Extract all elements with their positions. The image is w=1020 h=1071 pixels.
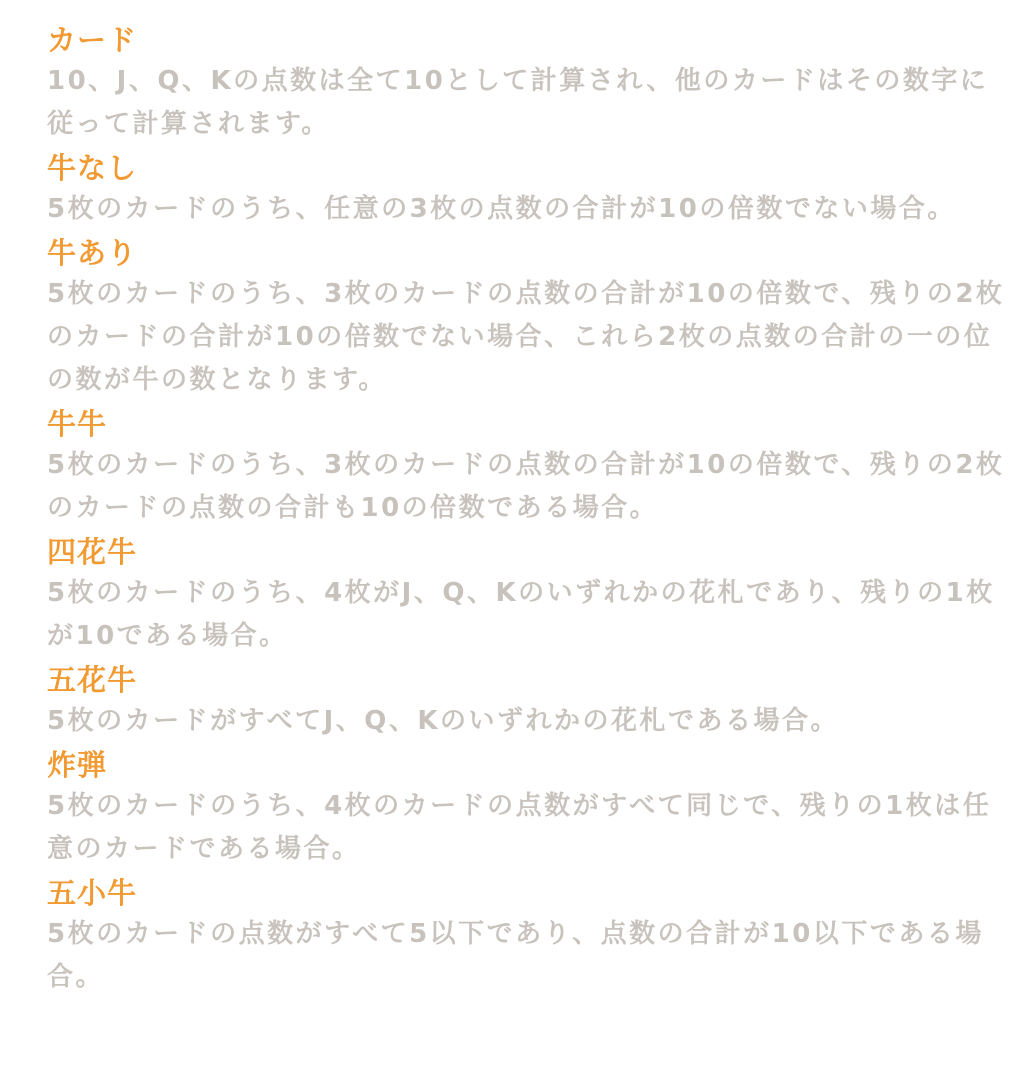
rule-five-flower-bull bbox=[47, 660, 1007, 743]
rule-description: 5枚のカードのうち、4枚がJ、Q、Kのいずれかの花札であり、残りの1枚が10である場合。 bbox=[47, 578, 995, 651]
rule-card bbox=[47, 20, 1007, 146]
rule-description: 10、J、Q、Kの点数は全て10として計算され、他のカードはその数字に従って計算されます。 bbox=[47, 66, 989, 139]
rule-bomb bbox=[47, 745, 1007, 871]
rule-title: 牛あり bbox=[47, 236, 138, 270]
rule-title: 五花牛 bbox=[47, 663, 138, 697]
rules-list bbox=[47, 20, 1007, 1001]
rule-title: 五小牛 bbox=[47, 876, 138, 910]
rule-title: 牛なし bbox=[47, 151, 138, 185]
rule-four-flower-bull bbox=[47, 532, 1007, 658]
rule-title: カード bbox=[47, 23, 138, 57]
rule-with-bull bbox=[47, 233, 1007, 402]
rule-bull-bull bbox=[47, 404, 1007, 530]
rule-five-small-bull bbox=[47, 873, 1007, 999]
rule-description: 5枚のカードの点数がすべて5以下であり、点数の合計が10以下である場合。 bbox=[47, 919, 984, 992]
rule-title: 四花牛 bbox=[47, 535, 138, 569]
rule-description: 5枚のカードのうち、4枚のカードの点数がすべて同じで、残りの1枚は任意のカードである場合。 bbox=[47, 791, 992, 864]
rule-description: 5枚のカードのうち、3枚のカードの点数の合計が10の倍数で、残りの2枚のカードの合計が10の倍数でない場合、これら2枚の点数の合計の一の位の数が牛の数となります。 bbox=[47, 279, 1005, 395]
rule-description: 5枚のカードのうち、任意の3枚の点数の合計が10の倍数でない場合。 bbox=[47, 194, 956, 224]
rule-no-bull bbox=[47, 148, 1007, 231]
rule-title: 炸弾 bbox=[47, 748, 108, 782]
rule-description: 5枚のカードのうち、3枚のカードの点数の合計が10の倍数で、残りの2枚のカードの点数の合計も10の倍数である場合。 bbox=[47, 450, 1005, 523]
rule-description: 5枚のカードがすべてJ、Q、Kのいずれかの花札である場合。 bbox=[47, 706, 839, 736]
rule-title: 牛牛 bbox=[47, 407, 108, 441]
